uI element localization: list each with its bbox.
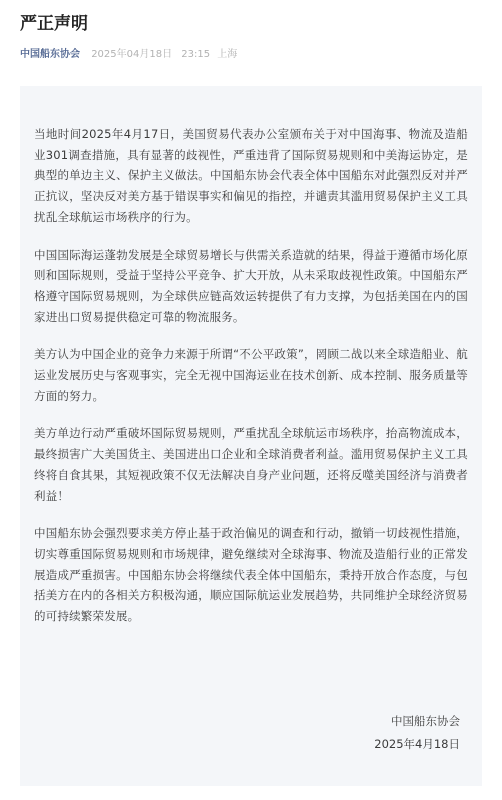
statement-paragraph-5: 中国船东协会强烈要求美方停止基于政治偏见的调查和行动，撤销一切歧视性措施，切实尊重国际贸易规则和市场规律，避免继续对全球海事、物流及造船行业的正常发展造成严重损害。中国船东协会将继续代表全体中国船东，秉持开放合作态度，与包括美方在内的各相关方积极沟通，顺应国际航运业发展趋势，共同维护全球经济贸易的可持续繁荣发展。 [34, 526, 468, 624]
statement-paragraph-3: 美方认为中国企业的竞争力来源于所谓“不公平政策”，罔顾二战以来全球造船业、航运业发展历史与客观事实，完全无视中国海运业在技术创新、成本控制、服务质量等方面的努力。 [34, 347, 468, 403]
publish-location: 上海 [217, 49, 238, 60]
publish-date: 2025年04月18日 [91, 49, 173, 60]
article-meta [20, 48, 482, 62]
article-header [20, 12, 482, 62]
statement-paragraph-4: 美方单边行动严重破坏国际贸易规则，严重扰乱全球航运市场秩序，抬高物流成本，最终损害广大美国货主、美国进出口企业和全球消费者利益。滥用贸易保护主义工具终将自食其果，其短视政策不仅无法解决自身产业问题，还将反噬美国经济与消费者利益！ [34, 426, 468, 503]
publish-time: 23:15 [181, 49, 211, 60]
statement-paragraph-2: 中国国际海运蓬勃发展是全球贸易增长与供需关系造就的结果，得益于遵循市场化原则和国际规则，受益于坚持公平竞争、扩大开放，从未采取歧视性政策。中国船东严格遵守国际贸易规则，为全球供应链高效运转提供了有力支撑，为包括美国在内的国家进出口贸易提供稳定可靠的物流服务。 [34, 247, 468, 324]
article-title: 严正声明 [20, 14, 88, 34]
statement-paragraph-1: 当地时间2025年4月17日，美国贸易代表办公室颁布关于对中国海事、物流及造船业301调查措施，具有显著的歧视性，严重违背了国际贸易规则和中美海运协定，是典型的单边主义、保护主义做法。中国船东协会代表全体中国船东对此强烈反对并严正抗议，坚决反对美方基于错误事实和偏见的指控，并谴责其滥用贸易保护主义工具扰乱全球航运市场秩序的行为。 [34, 127, 468, 224]
signature-org: 中国船东协会 [391, 714, 460, 728]
author-link[interactable]: 中国船东协会 [20, 49, 80, 60]
signature-block [374, 710, 460, 756]
statement-card [20, 86, 482, 786]
signature-date: 2025年4月18日 [374, 737, 460, 751]
